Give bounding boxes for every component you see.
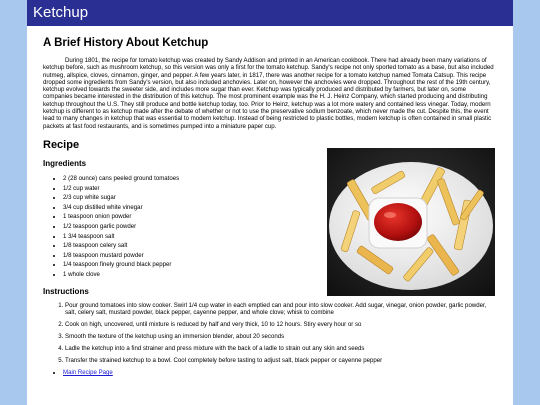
list-item: 4. Ladle the ketchup into a find strainer and press mixture with the back of a ladle to strain out any skin and seeds bbox=[65, 345, 497, 352]
list-item: • 1/8 teaspoon mustard powder bbox=[63, 251, 497, 261]
list-item: 1. Pour ground tomatoes into slow cooker. Swirl 1/4 cup water in each emptied can and pour into slow cooker. Add sugar, vinegar, onion powder, garlic powder, salt, celery salt, mustard powder, black pepper, cayenne pepper, and whole clove; whisk to combine bbox=[65, 302, 497, 317]
site-banner bbox=[27, 0, 513, 26]
list-item: • 1/8 teaspoon celery salt bbox=[63, 241, 497, 251]
history-heading: A Brief History About Ketchup bbox=[43, 37, 209, 49]
list-item: • 1 3/4 teaspoon salt bbox=[63, 232, 497, 242]
list-item: • 1 teaspoon onion powder bbox=[63, 212, 497, 222]
recipe-heading: Recipe bbox=[43, 138, 80, 151]
list-item: 2. Cook on high, uncovered, until mixture is reduced by half and very thick, 10 to 12 hours. Stiry every hour or so bbox=[65, 321, 497, 328]
fries-photo bbox=[327, 148, 495, 296]
list-item: • 1/4 teaspoon finely ground black pepper bbox=[63, 260, 497, 270]
list-item: • 1/2 teaspoon garlic powder bbox=[63, 222, 497, 232]
page bbox=[27, 0, 513, 405]
main-recipe-link[interactable]: Main Recipe Page bbox=[63, 368, 113, 376]
footer-links bbox=[43, 369, 497, 376]
list-item: • 1/2 cup water bbox=[63, 184, 497, 194]
list-item: • 2 (28 ounce) cans peeled ground tomatoes bbox=[63, 174, 497, 184]
ingredients-heading: Ingredients bbox=[43, 158, 87, 168]
list-item: • 1 whole clove bbox=[63, 270, 497, 280]
list-item: • 2/3 cup white sugar bbox=[63, 193, 497, 203]
instructions-section bbox=[43, 287, 497, 365]
list-item: 5. Transfer the strained ketchup to a bowl. Cool completely before tasting to adjust salt, black pepper or cayenne pepper bbox=[65, 357, 497, 364]
list-item bbox=[63, 369, 497, 376]
history-paragraph: During 1801, the recipe for tomato ketchup was created by Sandy Addison and printed in an American cookbook. There had already been many variations of ketchup before, such as mushroom ketchup, so this version was only a first for the tomato ketchup. Sandy's recipe not only sported tomato as a base, but also included nutmeg, allspice, cloves, cinnamon, ginger, and pepper. A few years later, in 1817, there was another recipe for a tomato ketchup named Tomata Catsup. This recipe dropped some ingredients from Sandy's version, but also included anchovies. Later on, however the anchovies were dropped. Throughout the rest of the 19th century, ketchup evolved towards the sweeter side, and includes more sugar than ever. Ketchup was typically produced and distributed by farmers, but later on, some companies became interested in the distribution of this ketchup. The most prominent example was the H. J. Heinz Company, which started producing and distributing ketchup throughout the U.S. They still produce and bottle ketchup today, too. Prior to Heinz, ketchup was a lot more watery and contained less vinegar. Today, modern ketchup is different to as ketchup made after the debate of whether or not to use the preservative sodium benzoate, which never made the cut. Despite this, the event lead to many changes in ketchup that was essential to modern ketchup. Instead of being restricted to plastic bottles, modern ketchup is often contained in small plastic packets at fast food restaurants, and is sometimes pumped into a miniature paper cup. bbox=[43, 57, 494, 130]
site-title: Ketchup bbox=[33, 4, 89, 21]
list-item: 3. Smooth the texture of the ketchup using an immersion blender, about 20 seconds bbox=[65, 333, 497, 340]
instructions-list bbox=[43, 302, 497, 365]
fries-image bbox=[327, 148, 495, 296]
instructions-heading: Instructions bbox=[43, 286, 89, 296]
list-item: • 3/4 cup distilled white vinegar bbox=[63, 203, 497, 213]
